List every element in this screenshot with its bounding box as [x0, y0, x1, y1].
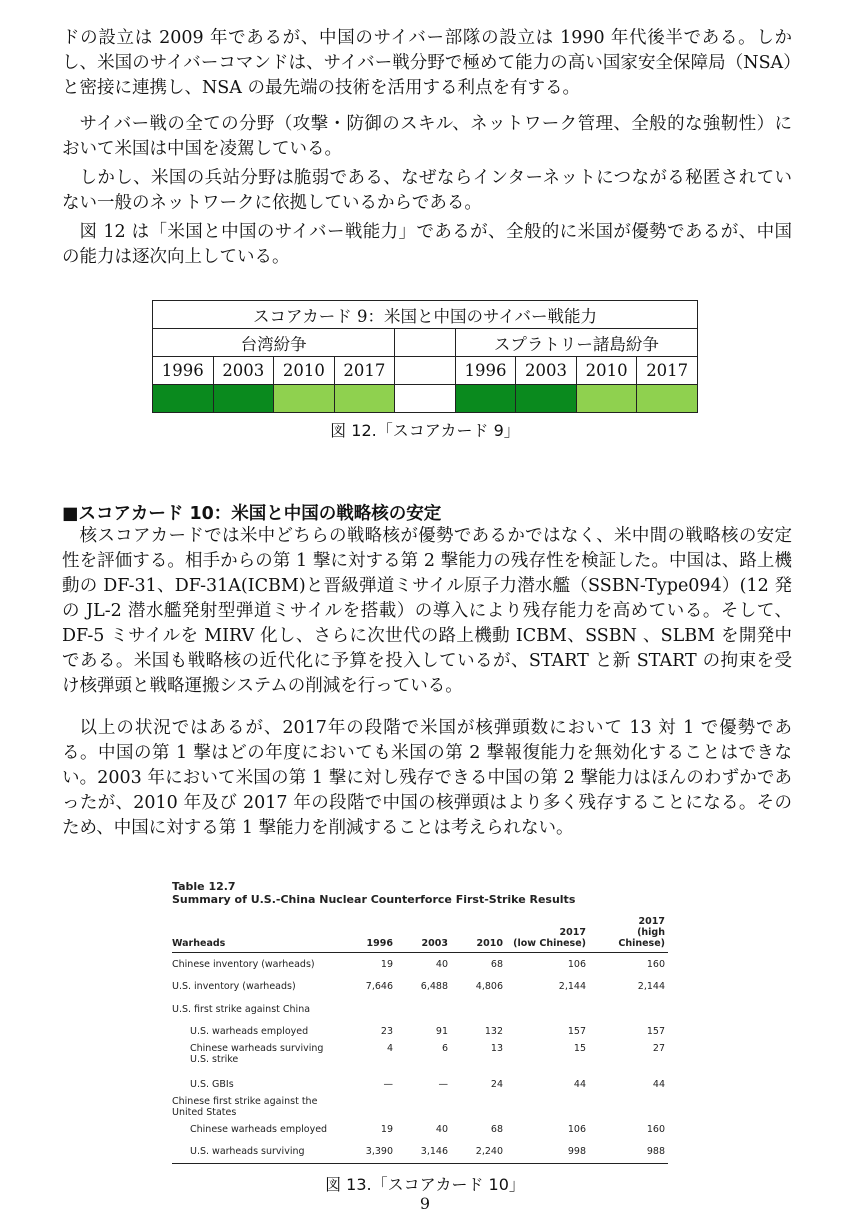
table-row [172, 998, 668, 1021]
scorecard-9-title: スコアカード 9：米国と中国のサイバー戦能力 [153, 301, 698, 329]
table-cell [341, 1096, 396, 1119]
table-cell: 6,488 [420, 981, 448, 993]
table-cell: 23 [380, 1026, 393, 1038]
year-cell: 2003 [213, 357, 274, 385]
paragraph-3: しかし、米国の兵站分野は脆弱である、なぜならインターネットにつながる秘匿されていない一般のネットワークに依拠しているからである。 [62, 168, 792, 213]
scorecard-9-spacer [395, 329, 456, 357]
table-row [172, 1118, 668, 1141]
table-cell [589, 1096, 668, 1119]
table-cell: 7,646 [365, 981, 393, 993]
table-row [172, 953, 668, 976]
paragraph-5: 核スコアカードでは米中どちらの戦略核が優勢であるかではなく、米中間の戦略核の安定性を評価する。相手からの第 1 撃に対する第 2 撃能力の残存性を検証した。中国は、路上機動の DF-31、DF-31A(ICBM)と晋級弾道ミサイル原子力潜水艦（SSBN-Type094）(12 発の JL-2 潜水艦発射型弾道ミサイルを搭載）の導入により残存能力を高めている。そして、DF-5 ミサイルを MIRV 化し、さらに次世代の路上機動 ICBM、SSBN 、SLBM を開発中である。米国も戦略核の近代化に予算を投入しているが、START と新 START の拘束を受け核弾頭と戦略運搬システムの削減を行っている。 [62, 526, 792, 696]
counterforce-table [172, 914, 668, 1164]
rating-cell [274, 385, 335, 413]
table-row [172, 1021, 668, 1044]
row-label: U.S. GBIs [190, 1078, 234, 1090]
row-label: Chinese inventory (warheads) [172, 958, 315, 970]
row-label: U.S. warheads employed [190, 1026, 309, 1038]
row-label: U.S. first strike against China [172, 1003, 311, 1015]
scorecard-9-group-spratly: スプラトリー諸島紛争 [455, 329, 697, 357]
table-cell: 160 [646, 1123, 665, 1135]
column-header: 1996 [341, 914, 396, 953]
table-cell: 68 [490, 958, 503, 970]
scorecard-9-spacer [395, 357, 456, 385]
year-cell: 2017 [334, 357, 395, 385]
table-cell [506, 1096, 589, 1119]
table-cell: 998 [506, 1141, 589, 1164]
table-cell: 2,144 [558, 981, 586, 993]
scorecard-9-group-taiwan: 台湾紛争 [153, 329, 395, 357]
table-title: Summary of U.S.-China Nuclear Counterforce First-Strike Results [172, 893, 576, 906]
table-row [172, 1141, 668, 1164]
table-cell: 3,390 [341, 1141, 396, 1164]
rating-cell [213, 385, 274, 413]
year-cell: 2003 [516, 357, 577, 385]
paragraph-6: 以上の状況ではあるが、2017年の段階で米国が核弾頭数において 13 対 1 で優勢である。中国の第 1 撃はどの年度においても米国の第 2 撃報復能力を無効化することはできない。2003 年において米国の第 1 撃に対し残存できる中国の第 2 撃能力はほんのわずかであったが、2010 年及び 2017 年の段階で中国の核弾頭はより多く残存することになる。そのため、中国に対する第 1 撃能力を削減することは考えられない。 [62, 718, 792, 838]
table-cell: 2,144 [637, 981, 665, 993]
table-cell: 24 [490, 1078, 503, 1090]
row-label: Chinese warheads employed [190, 1123, 328, 1135]
table-cell: 4,806 [475, 981, 503, 993]
year-cell: 2017 [637, 357, 698, 385]
column-header: 2003 [396, 914, 451, 953]
table-cell [341, 998, 396, 1021]
table-cell: 160 [646, 958, 665, 970]
table-cell: 19 [380, 958, 393, 970]
table-cell: 68 [490, 1123, 503, 1135]
rating-cell [455, 385, 516, 413]
year-cell: 2010 [576, 357, 637, 385]
table-cell: — [383, 1078, 393, 1090]
figure-12-caption: 図 12.「スコアカード 9」 [330, 421, 520, 440]
figure-13-caption: 図 13.「スコアカード 10」 [325, 1175, 525, 1194]
row-label: U.S. warheads surviving [172, 1141, 341, 1164]
table-cell [396, 998, 451, 1021]
table-cell: 40 [435, 958, 448, 970]
table-cell: 6 [441, 1043, 448, 1054]
table-cell: 106 [567, 958, 586, 970]
table-row [172, 1073, 668, 1096]
table-cell: 132 [484, 1026, 503, 1038]
page-number: 9 [419, 1194, 431, 1213]
table-cell: 27 [652, 1043, 665, 1054]
year-cell: 1996 [153, 357, 214, 385]
table-cell: 44 [573, 1078, 586, 1090]
paragraph-2: サイバー戦の全ての分野（攻撃・防御のスキル、ネットワーク管理、全般的な強靭性）において米国は中国を凌駕している。 [62, 114, 792, 159]
column-header: 2010 [451, 914, 506, 953]
paragraph-1: ドの設立は 2009 年であるが、中国のサイバー部隊の設立は 1990 年代後半である。しかし、米国のサイバーコマンドは、サイバー戦分野で極めて能力の高い国家安全保障局（NSA）と密接に連携し、NSA の最先端の技術を活用する利点を有する。 [62, 28, 792, 98]
table-row [172, 1043, 668, 1073]
section-heading: ■スコアカード 10：米国と中国の戦略核の安定 [62, 504, 442, 524]
column-header: 2017 (high Chinese) [589, 914, 668, 953]
table-cell [451, 1096, 506, 1119]
table-cell: 15 [573, 1043, 586, 1054]
scorecard-9-table [152, 300, 698, 413]
table-cell: 988 [589, 1141, 668, 1164]
rating-cell [516, 385, 577, 413]
year-cell: 2010 [274, 357, 335, 385]
table-row [172, 976, 668, 999]
rating-cell [334, 385, 395, 413]
paragraph-4: 図 12 は「米国と中国のサイバー戦能力」であるが、全般的に米国が優勢であるが、中国の能力は逐次向上している。 [62, 222, 792, 267]
table-cell: 40 [435, 1123, 448, 1135]
table-row [172, 1096, 668, 1119]
table-cell: — [438, 1078, 448, 1090]
table-cell: 2,240 [451, 1141, 506, 1164]
row-label: Chinese warheads surviving U.S. strike [190, 1043, 324, 1065]
table-cell [589, 998, 668, 1021]
rating-cell [637, 385, 698, 413]
table-12-7 [172, 880, 668, 1164]
year-cell: 1996 [455, 357, 516, 385]
table-cell: 106 [567, 1123, 586, 1135]
table-cell [451, 998, 506, 1021]
column-header: Warheads [172, 914, 341, 953]
table-cell: 4 [386, 1043, 393, 1054]
table-cell [506, 998, 589, 1021]
row-label: Chinese first strike against the United States [172, 1095, 318, 1118]
column-header: 2017 (low Chinese) [506, 914, 589, 953]
table-cell [396, 1096, 451, 1119]
table-cell: 157 [646, 1026, 665, 1038]
row-label: U.S. inventory (warheads) [172, 981, 296, 993]
table-cell: 91 [435, 1026, 448, 1038]
table-cell: 13 [490, 1043, 503, 1054]
rating-cell [153, 385, 214, 413]
scorecard-9-spacer [395, 385, 456, 413]
table-cell: 44 [652, 1078, 665, 1090]
table-cell: 3,146 [396, 1141, 451, 1164]
table-cell: 19 [380, 1123, 393, 1135]
table-cell: 157 [567, 1026, 586, 1038]
rating-cell [576, 385, 637, 413]
table-number: Table 12.7 [172, 880, 236, 893]
